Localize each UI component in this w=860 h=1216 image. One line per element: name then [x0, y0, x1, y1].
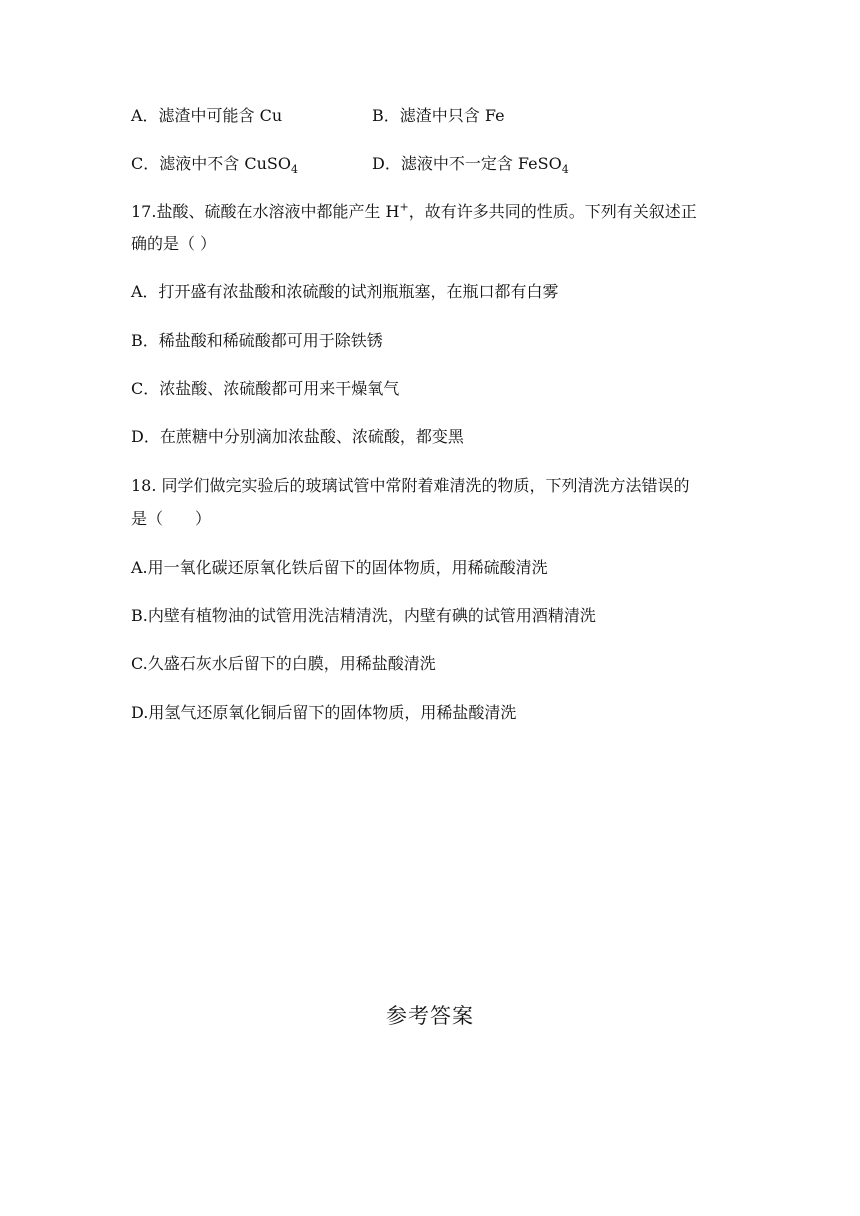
q18-stem-line2: 是（ ）: [131, 509, 212, 528]
q17-stem-line2: 确的是（ ）: [131, 234, 217, 253]
q16-option-d: [372, 154, 569, 177]
q16-option-c: [131, 154, 298, 177]
q16-option-d-subscript: 4: [561, 163, 569, 177]
q17-stem-superscript: +: [399, 200, 409, 214]
q18-stem-line1: 18. 同学们做完实验后的玻璃试管中常附着难清洗的物质，下列清洗方法错误的: [131, 476, 690, 495]
q16-option-c-text: C．滤液中不含 CuSO: [131, 154, 291, 173]
q18-option-a: A.用一氧化碳还原氧化铁后留下的固体物质，用稀硫酸清洗: [131, 558, 548, 577]
q16-option-b: B．滤渣中只含 Fe: [372, 106, 505, 125]
q16-option-a: A．滤渣中可能含 Cu: [131, 106, 283, 125]
q18-option-b: B.内壁有植物油的试管用洗洁精清洗，内壁有碘的试管用酒精清洗: [131, 606, 596, 625]
q17-stem-post: ，故有许多共同的性质。下列有关叙述正: [408, 202, 697, 221]
q16-option-d-text: D．滤液中不一定含 FeSO: [372, 154, 562, 173]
q17-stem-line1: [131, 202, 697, 222]
q17-option-c: C．浓盐酸、浓硫酸都可用来干燥氧气: [131, 379, 400, 398]
q17-option-a: A．打开盛有浓盐酸和浓硫酸的试剂瓶瓶塞，在瓶口都有白雾: [131, 282, 559, 301]
q18-option-d: D.用氢气还原氧化铜后留下的固体物质，用稀盐酸清洗: [131, 703, 517, 722]
q16-option-c-subscript: 4: [290, 163, 298, 177]
q17-option-b: B．稀盐酸和稀硫酸都可用于除铁锈: [131, 331, 383, 350]
q17-option-d: D．在蔗糖中分别滴加浓盐酸、浓硫酸，都变黑: [131, 427, 464, 446]
answer-heading: 参考答案: [386, 1004, 474, 1028]
q17-stem-pre: 17.盐酸、硫酸在水溶液中都能产生 H: [131, 202, 400, 221]
q18-option-c: C.久盛石灰水后留下的白膜，用稀盐酸清洗: [131, 654, 436, 673]
